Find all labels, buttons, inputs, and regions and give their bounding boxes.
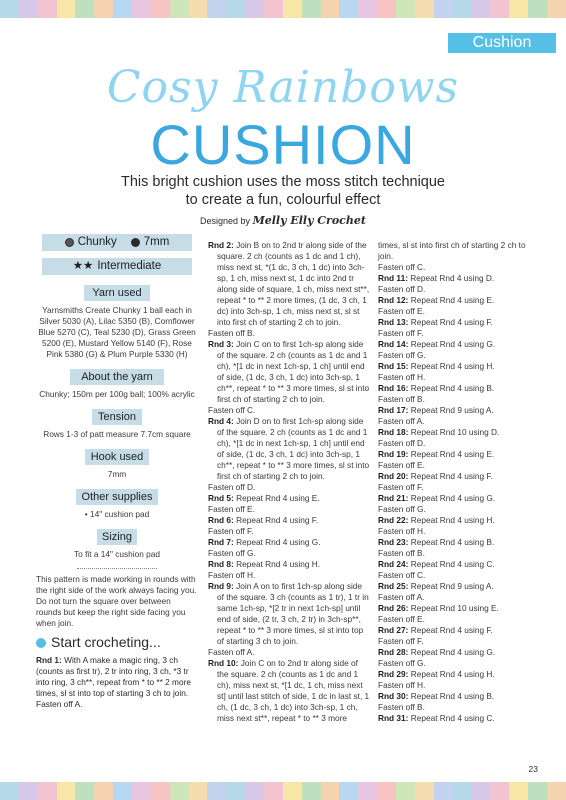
stripe-segment xyxy=(0,782,19,800)
round-instruction xyxy=(378,427,538,438)
round-text: Repeat Rnd 4 using D. xyxy=(410,273,495,283)
weight-hook-box xyxy=(42,234,192,251)
bullet-dot-icon xyxy=(36,638,46,648)
stripe-segment xyxy=(189,782,208,800)
round-text: Repeat Rnd 4 using H. xyxy=(410,669,495,679)
round-text: Repeat Rnd 9 using A. xyxy=(410,405,494,415)
round-instruction xyxy=(378,317,538,328)
round-label: Rnd 16: xyxy=(378,383,409,393)
tension-text: Rows 1-3 of patt measure 7.7cm square xyxy=(43,429,191,439)
round-text: Join B on to 2nd tr along side of the square. 2 ch (counts as 1 dc and 1 ch), miss next st, *(1 dc, 3 ch, 1 dc) into 3ch-sp, 1 ch, miss next st, 1 dc into 2nd tr along side of square, 1 ch, miss next st**, repeat * to ** 2 more times, (1 dc, 3 ch, 1 dc) into 3ch-sp, 1 ch, miss next st, sl st into first ch of starting 2 ch to join. xyxy=(217,240,370,327)
fasten-off-line xyxy=(378,680,538,691)
round-text: Fasten off D. xyxy=(378,284,426,294)
round-text: Repeat Rnd 4 using H. xyxy=(410,361,495,371)
round-instruction xyxy=(378,669,538,680)
start-heading xyxy=(36,634,198,650)
round-instruction xyxy=(378,383,538,394)
round-text: Fasten off H. xyxy=(378,680,426,690)
round-text: Fasten off D. xyxy=(208,482,256,492)
bottom-rainbow-stripes xyxy=(0,782,566,800)
round-label: Rnd 20: xyxy=(378,471,409,481)
fasten-off-line xyxy=(378,504,538,515)
round-label: Rnd 23: xyxy=(378,537,409,547)
fasten-off-line xyxy=(378,570,538,581)
round-label: Rnd 5: xyxy=(208,493,234,503)
stripe-segment xyxy=(151,0,170,18)
round-text: Repeat Rnd 9 using A. xyxy=(410,581,494,591)
round-label: Rnd 9: xyxy=(208,581,234,591)
round-label: Rnd 7: xyxy=(208,537,234,547)
round-instruction xyxy=(378,647,538,658)
round-label: Rnd 15: xyxy=(378,361,409,371)
round-text: Fasten off F. xyxy=(378,482,424,492)
yarn-used-heading: Yarn used xyxy=(84,285,150,301)
round-text: Fasten off B. xyxy=(378,702,425,712)
fasten-off-line xyxy=(378,350,538,361)
round-text: Repeat Rnd 4 using F. xyxy=(410,317,493,327)
column-3-rounds xyxy=(378,240,538,724)
other-supplies-heading: Other supplies xyxy=(76,489,158,505)
round-instruction xyxy=(378,691,538,702)
fasten-off-line xyxy=(378,262,538,273)
round-instruction xyxy=(378,713,538,724)
round-text: Fasten off A. xyxy=(208,647,255,657)
round-text: Repeat Rnd 4 using C. xyxy=(410,713,495,723)
round-instruction xyxy=(378,493,538,504)
round-label: Rnd 30: xyxy=(378,691,409,701)
stripe-segment xyxy=(57,0,76,18)
round-instruction xyxy=(208,339,370,405)
round-label: Rnd 25: xyxy=(378,581,409,591)
round-text: Repeat Rnd 4 using F. xyxy=(410,625,493,635)
fasten-off-line xyxy=(208,405,370,416)
round-label: Rnd 2: xyxy=(208,240,234,250)
stripe-segment xyxy=(547,0,566,18)
round-text: Fasten off C. xyxy=(378,262,426,272)
round-text: Repeat Rnd 4 using F. xyxy=(410,471,493,481)
fasten-off-line xyxy=(378,460,538,471)
stripe-segment xyxy=(434,782,453,800)
round-instruction xyxy=(378,537,538,548)
round-instruction xyxy=(36,655,198,699)
title-script: Cosy Rainbows xyxy=(106,62,460,113)
round-text: With A make a magic ring, 3 ch (counts as first tr), 2 tr into ring, 3 ch, *3 tr into ring, 3 ch**, repeat from * to ** 2 more times, sl st into top of starting 3 ch to join. xyxy=(36,655,191,698)
sizing-text: To fit a 14" cushion pad xyxy=(74,549,160,559)
intro-text xyxy=(0,173,566,209)
yarn-ball-icon xyxy=(65,238,74,247)
stripe-segment xyxy=(415,782,434,800)
stripe-segment xyxy=(19,782,38,800)
top-rainbow-stripes xyxy=(0,0,566,18)
round-label: Rnd 31: xyxy=(378,713,409,723)
round-instruction xyxy=(378,295,538,306)
round-instruction xyxy=(208,581,370,647)
round-label: Rnd 24: xyxy=(378,559,409,569)
round-text: Fasten off F. xyxy=(378,636,424,646)
round-text: Fasten off H. xyxy=(208,570,256,580)
stripe-segment xyxy=(226,0,245,18)
round-instruction xyxy=(378,471,538,482)
fasten-off-line xyxy=(378,372,538,383)
stripe-segment xyxy=(490,0,509,18)
round-text: Fasten off E. xyxy=(378,306,425,316)
round-instruction xyxy=(208,493,370,504)
hook-used-text: 7mm xyxy=(107,469,127,479)
sizing-heading: Sizing xyxy=(97,529,137,545)
tension-heading: Tension xyxy=(92,409,142,425)
round-label: Rnd 6: xyxy=(208,515,234,525)
stripe-segment xyxy=(547,782,566,800)
stripe-segment xyxy=(283,782,302,800)
round-instruction xyxy=(378,581,538,592)
start-heading-text: Start crocheting... xyxy=(51,634,161,650)
stripe-segment xyxy=(283,0,302,18)
round-text: Fasten off A. xyxy=(378,592,425,602)
round-label: Rnd 27: xyxy=(378,625,409,635)
stripe-segment xyxy=(245,782,264,800)
round-text: Repeat Rnd 4 using G. xyxy=(410,339,496,349)
other-supplies-text: • 14" cushion pad xyxy=(84,509,150,519)
stripe-segment xyxy=(207,782,226,800)
round-text: Join A on to first 1ch-sp along side of the square. 3 ch (counts as 1 tr), 1 tr in same 1ch-sp, *[2 tr in next 1ch-sp] until end of side, (2 tr, 3 ch, 2 tr) in 3ch-sp**, repeat * to ** 3 more times, sl st into top of starting 3 ch to join. xyxy=(217,581,369,646)
round-text: Fasten off G. xyxy=(208,548,256,558)
stripe-segment xyxy=(321,0,340,18)
fasten-off-line xyxy=(208,570,370,581)
fasten-off-line xyxy=(378,482,538,493)
yarn-used-text: Yarnsmiths Create Chunky 1 ball each in Silver 5030 (A), Lilac 5350 (B), Cornflower Blue 5270 (C), Teal 5230 (D), Grass Green 5200 (E), Mustard Yellow 5140 (F), Rose Pink 5380 (G) & Plum Purple 5330 (H) xyxy=(38,305,196,359)
round-text: Repeat Rnd 4 using C. xyxy=(410,559,495,569)
round-text: Fasten off E. xyxy=(378,614,425,624)
column-1-rounds xyxy=(36,655,198,710)
fasten-off-line xyxy=(208,526,370,537)
round-label: Rnd 14: xyxy=(378,339,409,349)
round-instruction xyxy=(378,449,538,460)
fasten-off-line xyxy=(378,328,538,339)
stripe-segment xyxy=(490,782,509,800)
round-text: Fasten off B. xyxy=(378,394,425,404)
stripe-segment xyxy=(453,0,472,18)
stripe-segment xyxy=(396,0,415,18)
section-tag: Cushion xyxy=(448,33,556,53)
stripe-segment xyxy=(358,782,377,800)
round-label: Rnd 12: xyxy=(378,295,409,305)
fasten-off-line xyxy=(378,526,538,537)
fasten-off-line xyxy=(208,548,370,559)
difficulty-label: Intermediate xyxy=(97,260,162,272)
fasten-off-line xyxy=(208,482,370,493)
stripe-segment xyxy=(415,0,434,18)
stripe-segment xyxy=(132,782,151,800)
stripe-segment xyxy=(528,782,547,800)
stripe-segment xyxy=(94,782,113,800)
stripe-segment xyxy=(509,782,528,800)
round-text: Repeat Rnd 4 using B. xyxy=(410,383,495,393)
round-label: Rnd 17: xyxy=(378,405,409,415)
round-instruction xyxy=(378,603,538,614)
round-label: Rnd 19: xyxy=(378,449,409,459)
stripe-segment xyxy=(207,0,226,18)
stripe-segment xyxy=(358,0,377,18)
round-instruction xyxy=(378,625,538,636)
round-text: Repeat Rnd 4 using E. xyxy=(410,449,495,459)
round-text: Repeat Rnd 4 using B. xyxy=(410,691,495,701)
intro-line-1: This bright cushion uses the moss stitch technique xyxy=(121,174,445,190)
fasten-off-line xyxy=(36,699,198,710)
round-label: Rnd 4: xyxy=(208,416,234,426)
round-label: Rnd 1: xyxy=(36,655,62,665)
round-text: Fasten off H. xyxy=(378,526,426,536)
round-text: Join D on to first 1ch-sp along side of the square. 2 ch (counts as 1 dc and 1 ch), *[1 dc in next 1ch-sp, 1 ch] until end of side, (1 dc, 3 ch, 1 dc) into 3ch-sp, 1 ch**, repeat * to ** 3 more times, sl st into first ch of starting 2 ch to join. xyxy=(217,416,370,481)
hook-size-label: 7mm xyxy=(143,236,170,248)
stripe-segment xyxy=(57,782,76,800)
fasten-off-line xyxy=(378,548,538,559)
round-instruction xyxy=(208,240,370,328)
round-text: Fasten off H. xyxy=(378,372,426,382)
stripe-segment xyxy=(170,782,189,800)
round-text: Repeat Rnd 4 using B. xyxy=(410,537,495,547)
round-text: Repeat Rnd 4 using E. xyxy=(236,493,320,503)
stripe-segment xyxy=(94,0,113,18)
about-yarn-text: Chunky; 150m per 100g ball; 100% acrylic xyxy=(39,389,195,399)
stripe-segment xyxy=(245,0,264,18)
pattern-note: This pattern is made working in rounds with the right side of the work always facing you. Do not turn the square over between rounds but keep the right side facing you when join. xyxy=(36,574,197,628)
fasten-off-line xyxy=(378,284,538,295)
round-text: Fasten off G. xyxy=(378,504,426,514)
column-2-rounds xyxy=(208,240,370,724)
fasten-off-line xyxy=(378,394,538,405)
round-instruction xyxy=(208,559,370,570)
round-text: Join C on to first 1ch-sp along side of the square. 2 ch (counts as 1 dc and 1 ch), *[1 dc in next 1ch-sp, 1 ch] until end of side, (1 dc, 3 ch, 1 dc) into 3ch-sp, 1 ch**, repeat * to ** 3 more times, sl st into first ch of starting 2 ch to join. xyxy=(217,339,370,404)
round-text: Repeat Rnd 4 using G. xyxy=(410,647,496,657)
stripe-segment xyxy=(226,782,245,800)
round-text: Repeat Rnd 4 using H. xyxy=(236,559,321,569)
round-text: Repeat Rnd 4 using G. xyxy=(410,493,496,503)
stripe-segment xyxy=(471,0,490,18)
round-label: Rnd 13: xyxy=(378,317,409,327)
stripe-segment xyxy=(38,0,57,18)
round-text: Fasten off B. xyxy=(208,328,255,338)
stripe-segment xyxy=(302,782,321,800)
stripe-segment xyxy=(339,782,358,800)
stripe-segment xyxy=(528,0,547,18)
round-text: Repeat Rnd 4 using E. xyxy=(410,295,495,305)
round-label: Rnd 21: xyxy=(378,493,409,503)
page-title: CUSHION xyxy=(150,113,416,176)
stripe-segment xyxy=(132,0,151,18)
round-label: Rnd 18: xyxy=(378,427,409,437)
stripe-segment xyxy=(0,0,19,18)
round-label: Rnd 11: xyxy=(378,273,408,283)
fasten-off-line xyxy=(378,416,538,427)
stripe-segment xyxy=(396,782,415,800)
difficulty-box xyxy=(42,258,192,275)
stripe-segment xyxy=(377,782,396,800)
stripe-segment xyxy=(471,782,490,800)
stripe-segment xyxy=(321,782,340,800)
fasten-off-line xyxy=(378,702,538,713)
dotted-divider xyxy=(77,568,157,569)
round-instruction xyxy=(208,416,370,482)
fasten-off-line xyxy=(378,658,538,669)
round-instruction xyxy=(208,515,370,526)
round-label: Rnd 22: xyxy=(378,515,409,525)
round-text: times, sl st into first ch of starting 2 ch to join. xyxy=(378,240,526,261)
designer-name: Melly Elly Crochet xyxy=(252,214,366,227)
round-instruction xyxy=(378,273,538,284)
stripe-segment xyxy=(170,0,189,18)
stripe-segment xyxy=(151,782,170,800)
round-label: Rnd 26: xyxy=(378,603,409,613)
stripe-segment xyxy=(75,782,94,800)
weight-label: Chunky xyxy=(77,236,117,248)
round-instruction xyxy=(208,658,370,724)
round-label: Rnd 29: xyxy=(378,669,409,679)
round-text: Fasten off E. xyxy=(208,504,255,514)
stripe-segment xyxy=(75,0,94,18)
round-text: Fasten off D. xyxy=(378,438,426,448)
stripe-segment xyxy=(302,0,321,18)
round-text: Repeat Rnd 10 using D. xyxy=(410,427,500,437)
stripe-segment xyxy=(113,782,132,800)
round-text: Join C on to 2nd tr along side of the square. 2 ch (counts as 1 dc and 1 ch), miss next st, *[1 dc, 1 ch, miss next st] until last stitch of side, 1 dc in last st, 1 ch, (1 dc, 3 ch, 1 dc) into 3ch-sp, 1 ch, miss next st**, repeat * to ** 3 more xyxy=(217,658,370,723)
intro-line-2: to create a fun, colourful effect xyxy=(185,192,381,208)
fasten-off-line xyxy=(378,306,538,317)
round-text: Repeat Rnd 4 using G. xyxy=(236,537,321,547)
sidebar-info xyxy=(36,234,198,710)
round-text: Fasten off A. xyxy=(378,416,425,426)
round-label: Rnd 3: xyxy=(208,339,234,349)
hook-used-heading: Hook used xyxy=(85,449,149,465)
stripe-segment xyxy=(189,0,208,18)
round-text: Fasten off G. xyxy=(378,658,426,668)
round-text: Fasten off C. xyxy=(208,405,256,415)
round-label: Rnd 28: xyxy=(378,647,409,657)
stripe-segment xyxy=(453,782,472,800)
stripe-segment xyxy=(509,0,528,18)
round-instruction xyxy=(208,537,370,548)
page-number: 23 xyxy=(528,764,538,774)
fasten-off-line xyxy=(378,636,538,647)
round-text: Fasten off G. xyxy=(378,350,426,360)
round-text: Fasten off F. xyxy=(378,328,424,338)
round-instruction xyxy=(378,559,538,570)
fasten-off-line xyxy=(208,328,370,339)
stripe-segment xyxy=(434,0,453,18)
round-label: Rnd 10: xyxy=(208,658,239,668)
crochet-hook-icon xyxy=(131,238,140,247)
fasten-off-line xyxy=(378,614,538,625)
round-text: Fasten off E. xyxy=(378,460,425,470)
stripe-segment xyxy=(264,782,283,800)
stripe-segment xyxy=(264,0,283,18)
round-text: Repeat Rnd 4 using F. xyxy=(236,515,319,525)
stripe-segment xyxy=(339,0,358,18)
stripe-segment xyxy=(377,0,396,18)
designer-credit xyxy=(0,214,566,227)
about-yarn-heading: About the yarn xyxy=(70,369,164,385)
fasten-off-line xyxy=(378,240,538,262)
round-instruction xyxy=(378,515,538,526)
fasten-off-line xyxy=(208,647,370,658)
round-instruction xyxy=(378,405,538,416)
star-icons: ★★ xyxy=(72,260,94,272)
round-text: Fasten off A. xyxy=(36,699,83,709)
round-text: Fasten off F. xyxy=(208,526,254,536)
fasten-off-line xyxy=(378,438,538,449)
designer-prefix: Designed by xyxy=(200,216,251,226)
round-instruction xyxy=(378,339,538,350)
round-text: Repeat Rnd 10 using E. xyxy=(410,603,499,613)
stripe-segment xyxy=(19,0,38,18)
round-text: Repeat Rnd 4 using H. xyxy=(410,515,495,525)
round-instruction xyxy=(378,361,538,372)
stripe-segment xyxy=(113,0,132,18)
round-label: Rnd 8: xyxy=(208,559,234,569)
round-text: Fasten off B. xyxy=(378,548,425,558)
round-text: Fasten off C. xyxy=(378,570,426,580)
fasten-off-line xyxy=(378,592,538,603)
fasten-off-line xyxy=(208,504,370,515)
stripe-segment xyxy=(38,782,57,800)
